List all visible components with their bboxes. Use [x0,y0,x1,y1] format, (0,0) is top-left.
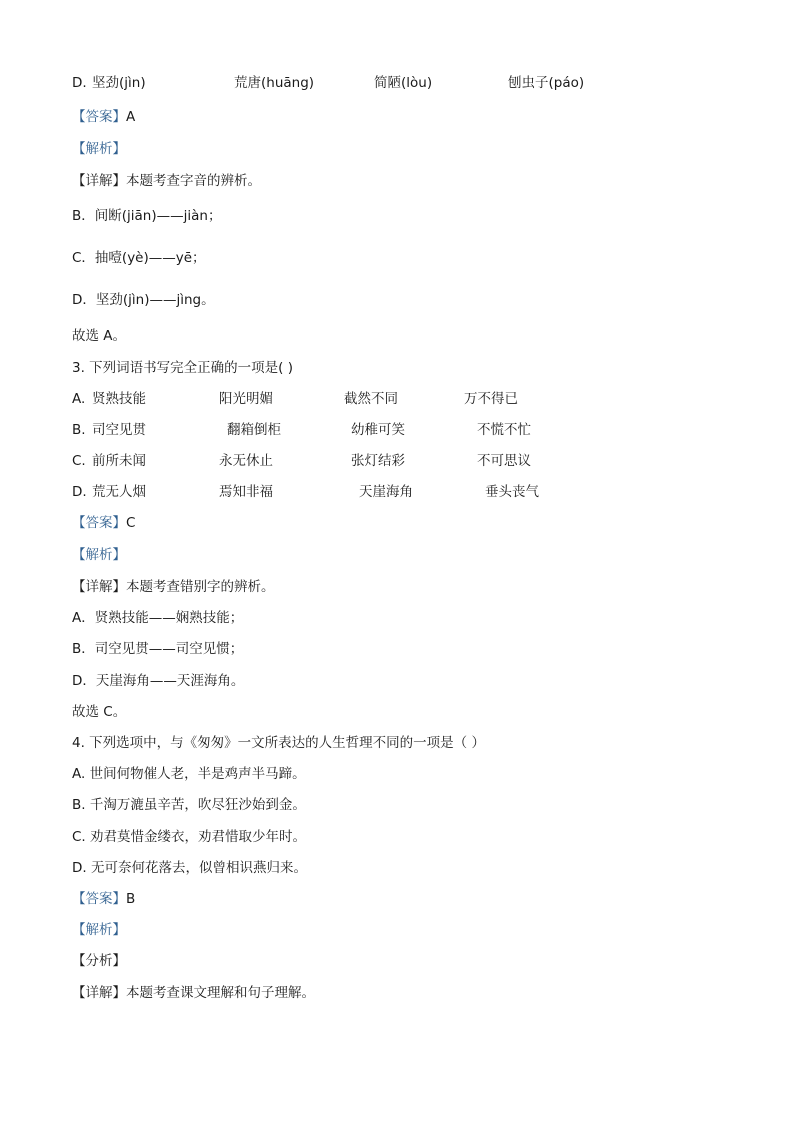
analysis-tag: 【解析】 [72,141,126,157]
fix-line: D．坚劲(jìn)——jìng。 [72,292,215,308]
option-item: 永无休止 [219,453,273,469]
answer-value: A [126,109,136,125]
fix-line: C．抽噎(yè)——yē； [72,250,206,266]
analysis-tag: 【解析】 [72,922,126,938]
option-item: 贤熟技能 [92,391,146,407]
option-item: 简陋(lòu) [374,75,433,91]
option-line: D. 无可奈何花落去，似曾相识燕归来。 [72,860,307,876]
answer-tag: 【答案】 [72,515,126,531]
option-item: 天崖海角 [359,484,413,500]
question-stem: 4. 下列选项中，与《匆匆》一文所表达的人生哲理不同的一项是（ ） [72,735,485,751]
conclusion: 故选 C。 [72,704,127,720]
fix-line: B．司空见贯——司空见惯； [72,641,244,657]
option-line: C. 劝君莫惜金缕衣，劝君惜取少年时。 [72,829,307,845]
fenxi-tag: 【分析】 [72,953,126,969]
option-item: 荒无人烟 [92,484,146,500]
option-line: B. 千淘万漉虽辛苦，吹尽狂沙始到金。 [72,797,306,813]
detail-text: 本题考查课文理解和句子理解。 [126,985,315,1001]
answer-value: C [126,515,136,531]
fix-line: D．天崖海角——天涯海角。 [72,673,245,689]
detail-tag: 【详解】 [72,985,126,1001]
option-item: 司空见贯 [92,422,146,438]
option-item: 不可思议 [477,453,531,469]
option-item: 张灯结彩 [351,453,405,469]
option-label: A. [72,391,86,407]
option-item: 垂头丧气 [485,484,539,500]
option-item: 荒唐(huāng) [234,75,315,91]
option-item: 截然不同 [344,391,398,407]
question-stem: 3. 下列词语书写完全正确的一项是( ) [72,360,293,376]
analysis-tag: 【解析】 [72,547,126,563]
option-item: 坚劲(jìn) [92,75,146,91]
option-label: C. [72,453,86,469]
answer-tag: 【答案】 [72,109,126,125]
option-item: 万不得已 [464,391,518,407]
option-item: 焉知非福 [219,484,273,500]
option-item: 幼稚可笑 [351,422,405,438]
conclusion: 故选 A。 [72,328,127,344]
option-label: B. [72,422,86,438]
option-item: 阳光明媚 [219,391,273,407]
option-line: A. 世间何物催人老，半是鸡声半马蹄。 [72,766,306,782]
detail-line [72,172,261,190]
answer-value: B [126,891,136,907]
option-label: D. [72,75,87,91]
detail-text: 本题考查错别字的辨析。 [126,579,275,595]
fix-line: A．贤熟技能——娴熟技能； [72,610,244,626]
answer-line [72,890,135,908]
option-item: 不慌不忙 [477,422,531,438]
option-item: 翻箱倒柜 [227,422,281,438]
answer-line [72,108,135,126]
detail-text: 本题考查字音的辨析。 [126,173,261,189]
option-item: 前所未闻 [92,453,146,469]
answer-line [72,514,135,532]
detail-line [72,578,275,596]
answer-tag: 【答案】 [72,891,126,907]
fix-line: B．间断(jiān)——jiàn； [72,208,222,224]
detail-tag: 【详解】 [72,579,126,595]
option-item: 刨虫子(páo) [508,75,585,91]
detail-line [72,984,315,1002]
option-label: D. [72,484,87,500]
detail-tag: 【详解】 [72,173,126,189]
